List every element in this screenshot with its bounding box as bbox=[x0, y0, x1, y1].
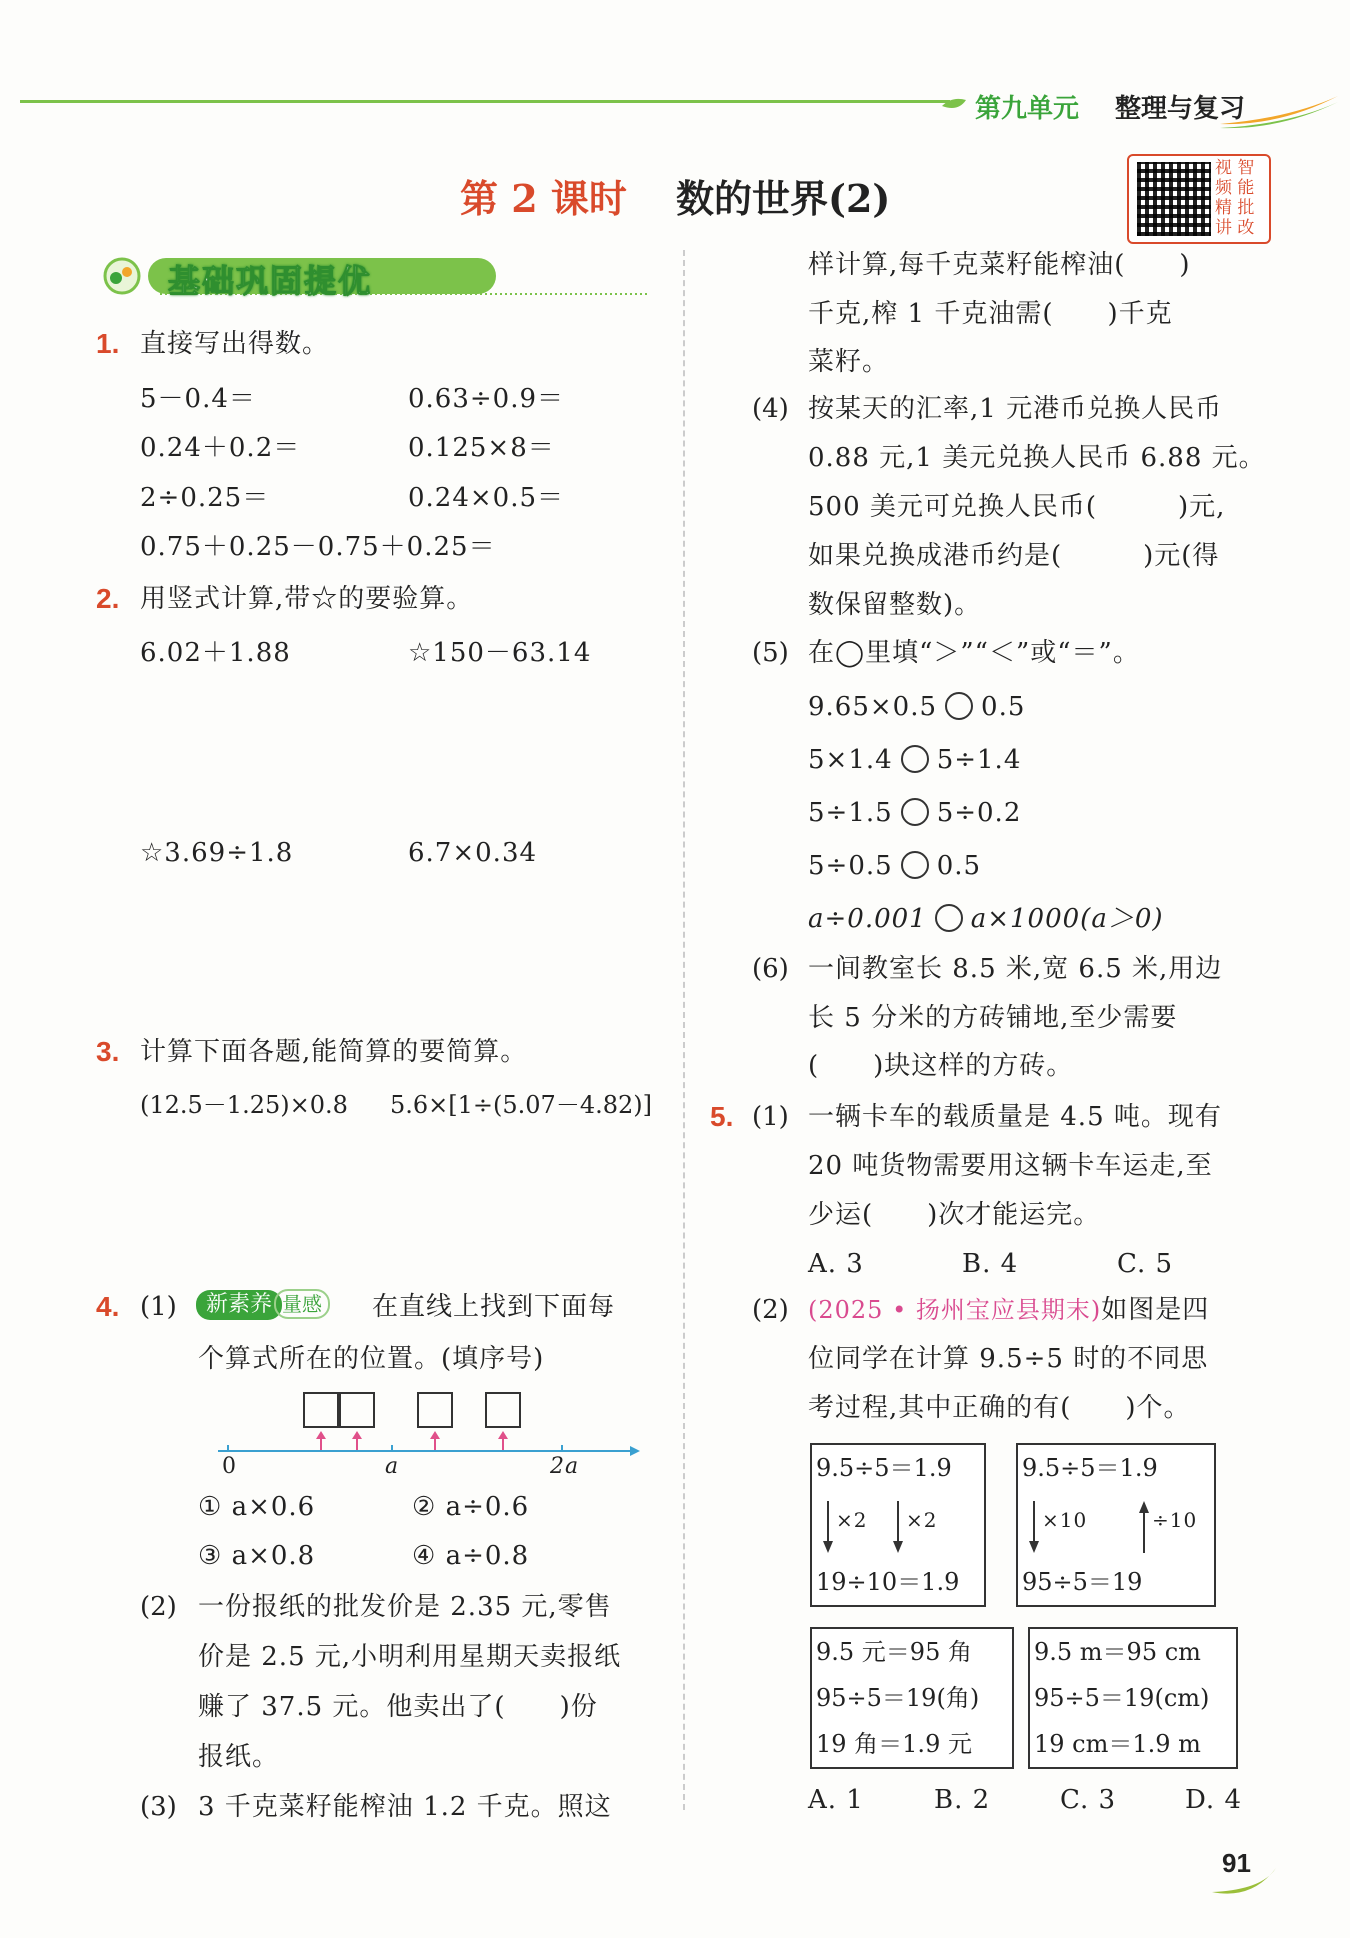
q4-6-line: 一间教室长 8.5 米,宽 6.5 米,用边 bbox=[808, 954, 1223, 984]
q1-item: 0.75＋0.25－0.75＋0.25＝ bbox=[140, 532, 496, 562]
qr-code-icon bbox=[1137, 162, 1211, 236]
q4-number: 4. bbox=[96, 1291, 120, 1322]
q4-1-option: ② a÷0.6 bbox=[412, 1492, 530, 1522]
page-number: 91 bbox=[1222, 1848, 1251, 1878]
leaf-icon bbox=[940, 96, 970, 116]
answer-box[interactable] bbox=[486, 1393, 520, 1427]
q4-4-line: 如果兑换成港币约是( )元(得 bbox=[808, 541, 1220, 571]
q5-1-line: 20 吨货物需要用这辆卡车运走,至 bbox=[808, 1151, 1213, 1181]
q4-1-option: ① a×0.6 bbox=[198, 1492, 316, 1522]
q4-4-label: (4) bbox=[752, 394, 789, 424]
axis-tick-2a: 2a bbox=[550, 1454, 580, 1479]
header-rule bbox=[20, 100, 950, 103]
method-box-4: 9.5 m＝95 cm 95÷5＝19(cm) 19 cm＝1.9 m bbox=[1028, 1627, 1238, 1769]
q1-item: 0.24＋0.2＝ bbox=[140, 433, 301, 463]
axis-tick-a: a bbox=[385, 1454, 400, 1479]
compare-circle[interactable] bbox=[945, 692, 973, 720]
q4-2-line: 价是 2.5 元,小明利用星期天卖报纸 bbox=[198, 1642, 622, 1672]
q2-prompt: 用竖式计算,带☆的要验算。 bbox=[140, 584, 474, 614]
q5-2-option[interactable]: C. 3 bbox=[1060, 1785, 1117, 1815]
tag-new-literacy: 新素养 bbox=[196, 1290, 282, 1320]
compare-row: 9.65×0.5 0.5 bbox=[808, 692, 1026, 722]
tag-quantity-sense: 量感 bbox=[274, 1289, 330, 1319]
q4-2-line: 报纸。 bbox=[198, 1742, 280, 1772]
q5-1-option[interactable]: B. 4 bbox=[962, 1249, 1019, 1279]
compare-row: 5÷1.5 5÷0.2 bbox=[808, 798, 1022, 828]
answer-box[interactable] bbox=[340, 1393, 374, 1427]
lesson-title: 数的世界(2) bbox=[676, 176, 891, 221]
q4-1-option: ④ a÷0.8 bbox=[412, 1541, 530, 1571]
q5-1-line: 一辆卡车的载质量是 4.5 吨。现有 bbox=[808, 1102, 1222, 1132]
q3-item: 5.6×[1÷(5.07－4.82)] bbox=[390, 1091, 652, 1119]
q4-6-line: ( )块这样的方砖。 bbox=[808, 1051, 1074, 1081]
q5-1-option[interactable]: A. 3 bbox=[808, 1249, 864, 1279]
q4-1-label: (1) bbox=[140, 1292, 177, 1322]
q3-prompt: 计算下面各题,能简算的要简算。 bbox=[140, 1037, 528, 1067]
q5-2-source: (2025 • 扬州宝应县期末)如图是四 bbox=[808, 1295, 1210, 1325]
swoosh-icon bbox=[1220, 96, 1340, 130]
q1-number: 1. bbox=[96, 328, 120, 359]
method-box-1: 9.5÷5＝1.9 ×2 ×2 19÷10＝1.9 bbox=[810, 1443, 986, 1607]
compare-circle[interactable] bbox=[901, 851, 929, 879]
compare-row: 5÷0.5 0.5 bbox=[808, 851, 982, 881]
q1-item: 0.125×8＝ bbox=[408, 433, 555, 463]
q5-2-label: (2) bbox=[752, 1295, 789, 1325]
q5-1-line: 少运( )次才能运完。 bbox=[808, 1200, 1101, 1230]
q2-number: 2. bbox=[96, 583, 120, 614]
q4-1-option: ③ a×0.8 bbox=[198, 1541, 316, 1571]
q4-3-line: 3 千克菜籽能榨油 1.2 千克。照这 bbox=[198, 1792, 612, 1822]
compare-circle[interactable] bbox=[901, 745, 929, 773]
q3-item: (12.5－1.25)×0.8 bbox=[140, 1091, 348, 1119]
compare-circle[interactable] bbox=[901, 798, 929, 826]
q2-item: 6.02＋1.88 bbox=[140, 638, 291, 668]
section-label: 整理与复习 bbox=[1115, 94, 1246, 124]
answer-box[interactable] bbox=[418, 1393, 452, 1427]
q1-prompt: 直接写出得数。 bbox=[140, 329, 330, 359]
axis-tick-0: 0 bbox=[222, 1454, 237, 1479]
q4-5-label: (5) bbox=[752, 638, 789, 668]
q5-1-label: (1) bbox=[752, 1102, 789, 1132]
qr-caption: 视 智 频 能 精 批 讲 改 bbox=[1215, 158, 1255, 238]
qr-code-panel[interactable] bbox=[1127, 154, 1271, 244]
q4-3-cont: 千克,榨 1 千克油需( )千克 bbox=[808, 299, 1173, 329]
compare-row: a÷0.001 a×1000(a＞0) bbox=[808, 904, 1164, 934]
q5-1-option[interactable]: C. 5 bbox=[1117, 1249, 1174, 1279]
q4-3-label: (3) bbox=[140, 1792, 177, 1822]
q4-3-cont: 菜籽。 bbox=[808, 347, 890, 377]
q2-item: ☆3.69÷1.8 bbox=[140, 838, 294, 868]
unit-label: 第九单元 bbox=[975, 94, 1080, 124]
column-divider bbox=[683, 250, 685, 1810]
q5-2-line: 位同学在计算 9.5÷5 时的不同思 bbox=[808, 1344, 1209, 1374]
q5-number: 5. bbox=[710, 1101, 734, 1132]
q1-item: 5－0.4＝ bbox=[140, 384, 256, 414]
lesson-number: 第 2 课时 bbox=[460, 176, 627, 221]
page-swoosh-icon bbox=[1212, 1866, 1282, 1900]
q4-5-text: 在◯里填“＞”“＜”或“＝”。 bbox=[808, 638, 1140, 668]
q4-2-line: 赚了 37.5 元。他卖出了( )份 bbox=[198, 1692, 598, 1722]
method-box-2: 9.5÷5＝1.9 ×10 ÷10 95÷5＝19 bbox=[1016, 1443, 1216, 1607]
compare-row: 5×1.4 5÷1.4 bbox=[808, 745, 1022, 775]
answer-box[interactable] bbox=[304, 1393, 338, 1427]
q1-item: 0.24×0.5＝ bbox=[408, 483, 565, 513]
q4-4-line: 500 美元可兑换人民币( )元, bbox=[808, 492, 1226, 522]
banner-title: 基础巩固提优 bbox=[168, 262, 373, 300]
q4-1-text: 个算式所在的位置。(填序号) bbox=[198, 1344, 545, 1374]
q4-4-line: 数保留整数)。 bbox=[808, 590, 982, 620]
q4-2-line: 一份报纸的批发价是 2.35 元,零售 bbox=[198, 1592, 612, 1622]
method-box-3: 9.5 元＝95 角 95÷5＝19(角) 19 角＝1.9 元 bbox=[810, 1627, 1014, 1769]
compare-circle[interactable] bbox=[935, 904, 963, 932]
q4-4-line: 0.88 元,1 美元兑换人民币 6.88 元。 bbox=[808, 443, 1266, 473]
q4-2-label: (2) bbox=[140, 1592, 177, 1622]
q5-2-line: 考过程,其中正确的有( )个。 bbox=[808, 1393, 1191, 1423]
q4-6-label: (6) bbox=[752, 954, 789, 984]
q4-6-line: 长 5 分米的方砖铺地,至少需要 bbox=[808, 1003, 1178, 1033]
q5-2-option[interactable]: D. 4 bbox=[1185, 1785, 1242, 1815]
q1-item: 2÷0.25＝ bbox=[140, 483, 270, 513]
q2-item: 6.7×0.34 bbox=[408, 838, 538, 868]
q5-2-option[interactable]: A. 1 bbox=[808, 1785, 864, 1815]
q4-3-cont: 样计算,每千克菜籽能榨油( ) bbox=[808, 250, 1191, 280]
q3-number: 3. bbox=[96, 1036, 120, 1067]
q1-item: 0.63÷0.9＝ bbox=[408, 384, 565, 414]
q4-4-line: 按某天的汇率,1 元港币兑换人民币 bbox=[808, 394, 1223, 424]
q2-item: ☆150－63.14 bbox=[408, 638, 592, 668]
q5-2-option[interactable]: B. 2 bbox=[934, 1785, 991, 1815]
skill-tag bbox=[196, 1289, 330, 1320]
q4-1-text: 在直线上找到下面每 bbox=[372, 1292, 616, 1322]
